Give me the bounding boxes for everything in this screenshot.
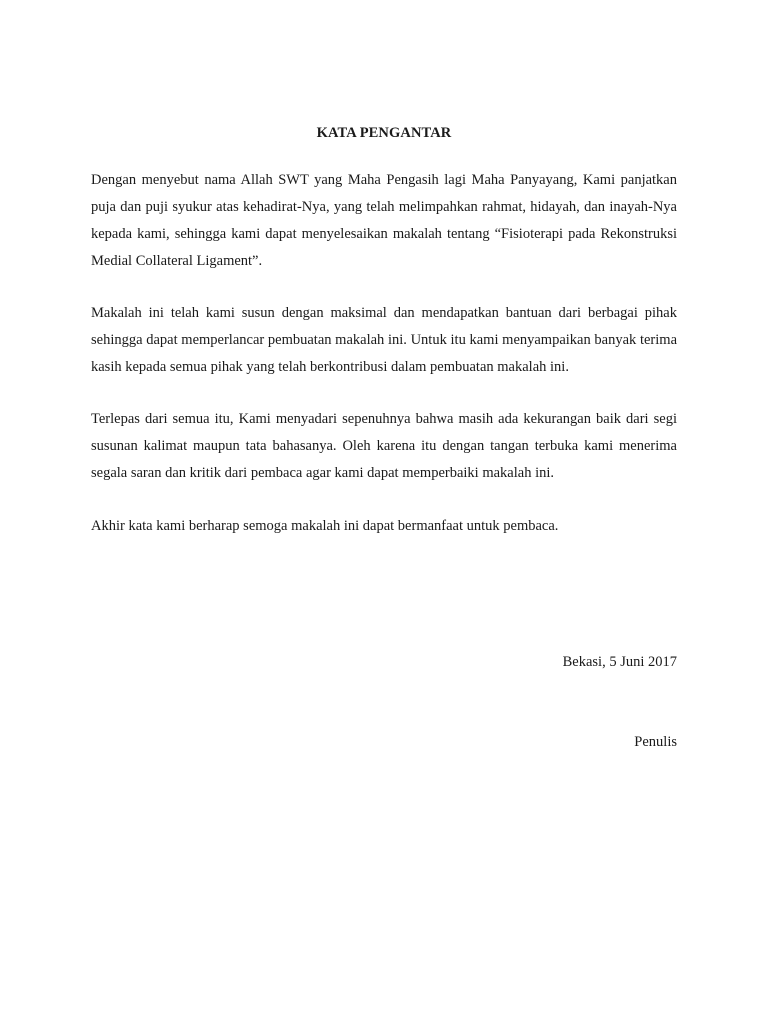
paragraph-limitations: Terlepas dari semua itu, Kami menyadari sepenuhnya bahwa masih ada kekurangan baik dari segi susunan kalimat maupun tata bahasanya. Oleh karena itu dengan tangan terbuka kami menerima segala saran dan kritik dari pembaca agar kami dapat memperbaiki makalah ini. [91, 411, 677, 481]
document-title: KATA PENGANTAR [316, 125, 452, 141]
author-signature: Penulis [634, 734, 677, 750]
place-date: Bekasi, 5 Juni 2017 [562, 654, 677, 670]
paragraph-acknowledgement: Makalah ini telah kami susun dengan maksimal dan mendapatkan bantuan dari berbagai pihak sehingga dapat memperlancar pembuatan makalah ini. Untuk itu kami menyampaikan banyak terima kasih kepada semua pihak yang telah berkontribusi dalam pembuatan makalah ini. [91, 305, 677, 375]
paragraph-opening: Dengan menyebut nama Allah SWT yang Maha Pengasih lagi Maha Panyayang, Kami panjatkan puja dan puji syukur atas kehadirat-Nya, yang telah melimpahkan rahmat, hidayah, dan inayah-Nya kepada kami, sehingga kami dapat menyelesaikan makalah tentang “Fisioterapi pada Rekonstruksi Medial Collateral Ligament”. [91, 172, 677, 269]
paragraph-closing: Akhir kata kami berharap semoga makalah ini dapat bermanfaat untuk pembaca. [91, 518, 559, 534]
